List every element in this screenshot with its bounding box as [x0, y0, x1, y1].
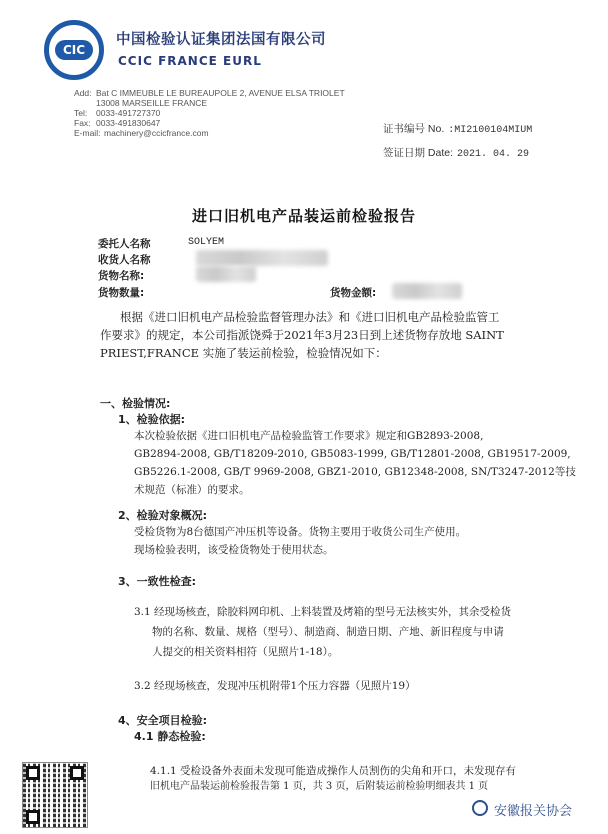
redacted-goods-name	[196, 266, 256, 282]
consistency-3-1-line-1: 3.1 经现场核查，除胶料网印机、上料装置及烤箱的型号无法核实外，其余受检货	[134, 606, 512, 618]
intro-line-2: 作要求》的规定，本公司指派饶舜于2021年3月23日到上述货物存放地 SAINT	[100, 328, 504, 342]
goods-quantity-label: 货物数量:	[98, 287, 145, 299]
qr-code	[22, 762, 88, 828]
intro-line-3: PRIEST,FRANCE 实施了装运前检验，检验情况如下：	[100, 346, 387, 360]
logo-text: CIC	[55, 40, 93, 60]
goods-name-label: 货物名称:	[98, 270, 145, 282]
object-line-1: 受检货物为8台德国产冲压机等设备。货物主要用于收货公司生产使用。	[134, 526, 467, 538]
goods-amount-label: 货物金额:	[330, 287, 377, 299]
consignee-label: 收货人名称	[98, 254, 151, 266]
page-footer-line: 旧机电产品装运前检验报告第 1 页，共 3 页，后附装运前检验明细表共 1 页	[150, 781, 489, 792]
report-title: 进口旧机电产品装运前检验报告	[191, 207, 416, 225]
address-email: E-mail: machinery@ccicfrance.com	[74, 128, 209, 138]
watermark-text: 安徽报关协会	[494, 804, 573, 819]
static-4-1-1-line: 4.1.1 受检设备外表面未发现可能造成操作人员割伤的尖角和开口，未发现存有	[150, 765, 517, 777]
address-fax: Fax: 0033-491830647	[74, 118, 161, 128]
object-line-2: 现场检验表明，该受检货物处于使用状态。	[134, 544, 334, 556]
subsection-basis-heading: 1、检验依据:	[118, 413, 186, 426]
cert-date: 签证日期 Date: 2021. 04. 29	[383, 147, 530, 160]
subsection-static-heading: 4.1 静态检验:	[134, 730, 206, 743]
intro-line-1: 根据《进口旧机电产品检验监督管理办法》和《进口旧机电产品检验监管工	[120, 310, 500, 324]
subsection-safety-heading: 4、安全项目检验:	[118, 714, 208, 727]
redacted-goods-amount	[392, 283, 462, 299]
company-name-en: CCIC FRANCE EURL	[118, 54, 262, 68]
section-inspection-heading: 一、检验情况:	[100, 397, 171, 410]
basis-line-3: GB5226.1-2008, GB/T 9969-2008, GBZ1-2010, GB12348-2008, SN/T3247-2012等技	[134, 466, 576, 478]
redacted-consignee	[196, 250, 328, 266]
company-name-cn: 中国检验认证集团法国有限公司	[116, 32, 326, 48]
subsection-object-heading: 2、检验对象概况:	[118, 509, 208, 522]
wechat-icon	[472, 800, 488, 816]
ccic-logo	[44, 20, 104, 80]
basis-line-2: GB2894-2008, GB/T18209-2010, GB5083-1999, GB/T12801-2008, GB19517-2009,	[134, 448, 571, 460]
basis-line-4: 术规范（标准）的要求。	[134, 484, 250, 496]
address-line-2: 13008 MARSEILLE FRANCE	[96, 98, 208, 108]
subsection-consistency-heading: 3、一致性检查:	[118, 575, 197, 588]
client-value: SOLYEM	[188, 237, 225, 248]
basis-line-1: 本次检验依据《进口旧机电产品检验监管工作要求》规定和GB2893-2008,	[134, 430, 484, 442]
address-line-1: Add: Bat C IMMEUBLE LE BUREAUPOLE 2, AVENUE ELSA TRIOLET	[74, 88, 345, 98]
cert-number: 证书编号 No. :MI2100104MIUM	[383, 123, 533, 136]
client-label: 委托人名称	[98, 238, 151, 250]
address-tel: Tel: 0033-491727370	[74, 108, 161, 118]
consistency-3-1-line-3: 人提交的相关资料相符（见照片1-18）。	[152, 646, 339, 658]
consistency-3-1-line-2: 物的名称、数量、规格（型号）、制造商、制造日期、产地、新旧程度与申请	[152, 626, 504, 638]
consistency-3-2: 3.2 经现场核查，发现冲压机附带1个压力容器（见照片19）	[134, 680, 416, 692]
